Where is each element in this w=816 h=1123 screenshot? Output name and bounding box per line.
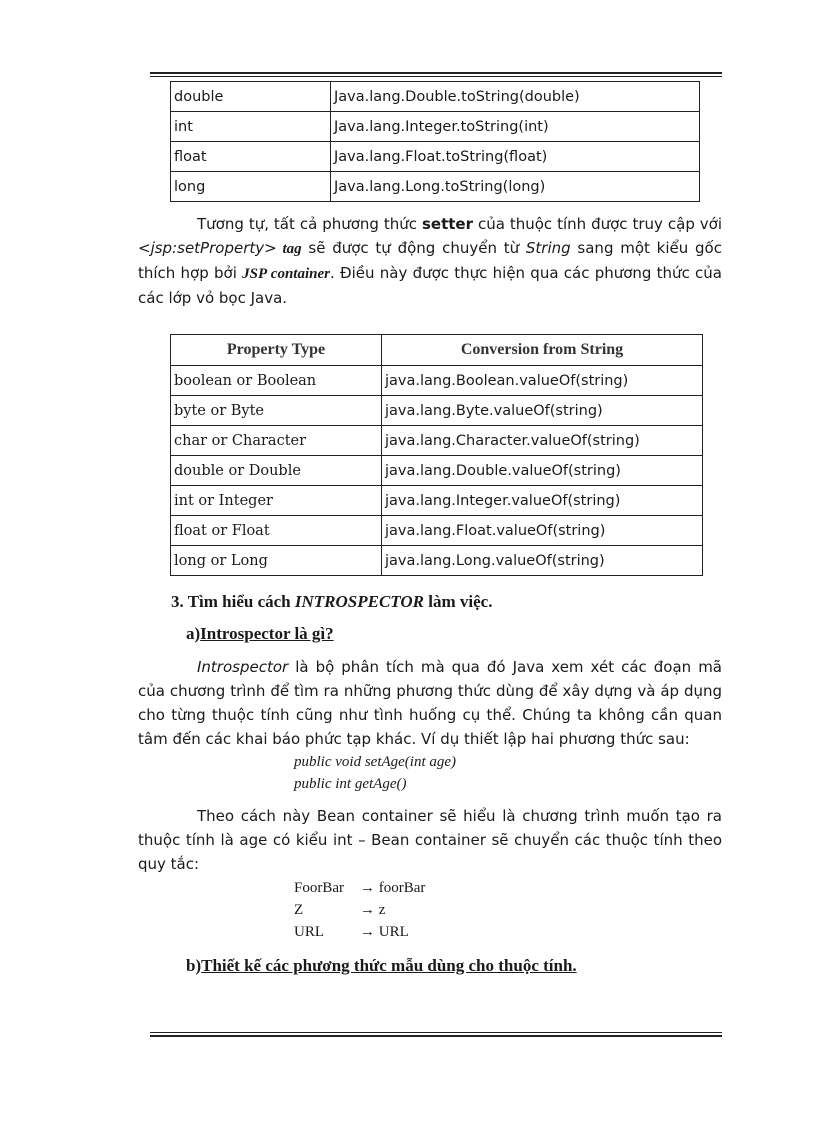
table-row (171, 366, 703, 396)
header-rule (150, 72, 722, 77)
type-cell: boolean or Boolean (171, 366, 382, 396)
table-row (171, 486, 703, 516)
table-row (171, 142, 700, 172)
type-cell: float or Float (171, 516, 382, 546)
code-line: public int getAge() (294, 776, 407, 792)
table-row (171, 112, 700, 142)
method-cell: java.lang.Long.valueOf(string) (382, 546, 703, 576)
bean-container-paragraph: Theo cách này Bean container sẽ hiểu là chương trình muốn tạo ra thuộc tính là age có kiểu int – Bean container sẽ chuyển các thuộc tính theo quy tắc: (138, 807, 722, 873)
list-item: URL → URL (294, 924, 409, 940)
method-cell: Java.lang.Long.toString(long) (331, 172, 700, 202)
method-cell: java.lang.Float.valueOf(string) (382, 516, 703, 546)
type-cell: float (171, 142, 331, 172)
type-cell: int (171, 112, 331, 142)
type-cell: int or Integer (171, 486, 382, 516)
method-cell: java.lang.Boolean.valueOf(string) (382, 366, 703, 396)
table-row (171, 172, 700, 202)
method-cell: java.lang.Byte.valueOf(string) (382, 396, 703, 426)
wrapper-tostring-table (170, 81, 700, 202)
type-cell: long (171, 172, 331, 202)
list-item: Z → z (294, 902, 386, 918)
footer-rule (150, 1032, 722, 1037)
setter-paragraph: Tương tự, tất cả phương thức setter của thuộc tính được truy cập với <jsp:setProperty> tag sẽ được tự động chuyển từ String sang một kiểu gốc thích hợp bởi JSP container. Điều này được thực hiện qua các phương thức của các lớp vỏ bọc Java. (138, 215, 723, 307)
code-line: public void setAge(int age) (294, 754, 457, 770)
table-row (171, 82, 700, 112)
method-cell: Java.lang.Double.toString(double) (331, 82, 700, 112)
conversion-table (170, 334, 703, 576)
table-header-row (171, 335, 703, 366)
section-heading: 3. Tìm hiểu cách INTROSPECTOR làm việc. (171, 592, 493, 611)
table-row (171, 516, 703, 546)
table-row (171, 456, 703, 486)
list-item: FoorBar → foorBar (294, 880, 426, 896)
method-cell: Java.lang.Integer.toString(int) (331, 112, 700, 142)
table-row (171, 426, 703, 456)
code-sample (294, 751, 456, 795)
conversion-rules (294, 877, 425, 943)
method-cell: java.lang.Integer.valueOf(string) (382, 486, 703, 516)
table-row (171, 546, 703, 576)
column-header: Property Type (171, 335, 382, 366)
type-cell: double (171, 82, 331, 112)
subheading-a: a)Introspector là gì? (186, 624, 334, 643)
introspector-paragraph: Introspector là bộ phân tích mà qua đó Java xem xét các đoạn mã của chương trình để tìm ra những phương thức dùng để xây dựng và áp dụng cho từng thuộc tính cũng như tình huống cụ thể. Chúng ta không cần quan tâm đến các khai báo phức tạp khác. Ví dụ thiết lập hai phương thức sau: (138, 658, 722, 748)
type-cell: char or Character (171, 426, 382, 456)
method-cell: Java.lang.Float.toString(float) (331, 142, 700, 172)
method-cell: java.lang.Character.valueOf(string) (382, 426, 703, 456)
type-cell: double or Double (171, 456, 382, 486)
method-cell: java.lang.Double.valueOf(string) (382, 456, 703, 486)
type-cell: long or Long (171, 546, 382, 576)
subheading-b: b)Thiết kế các phương thức mẫu dùng cho thuộc tính. (186, 956, 577, 975)
column-header: Conversion from String (382, 335, 703, 366)
type-cell: byte or Byte (171, 396, 382, 426)
table-row (171, 396, 703, 426)
